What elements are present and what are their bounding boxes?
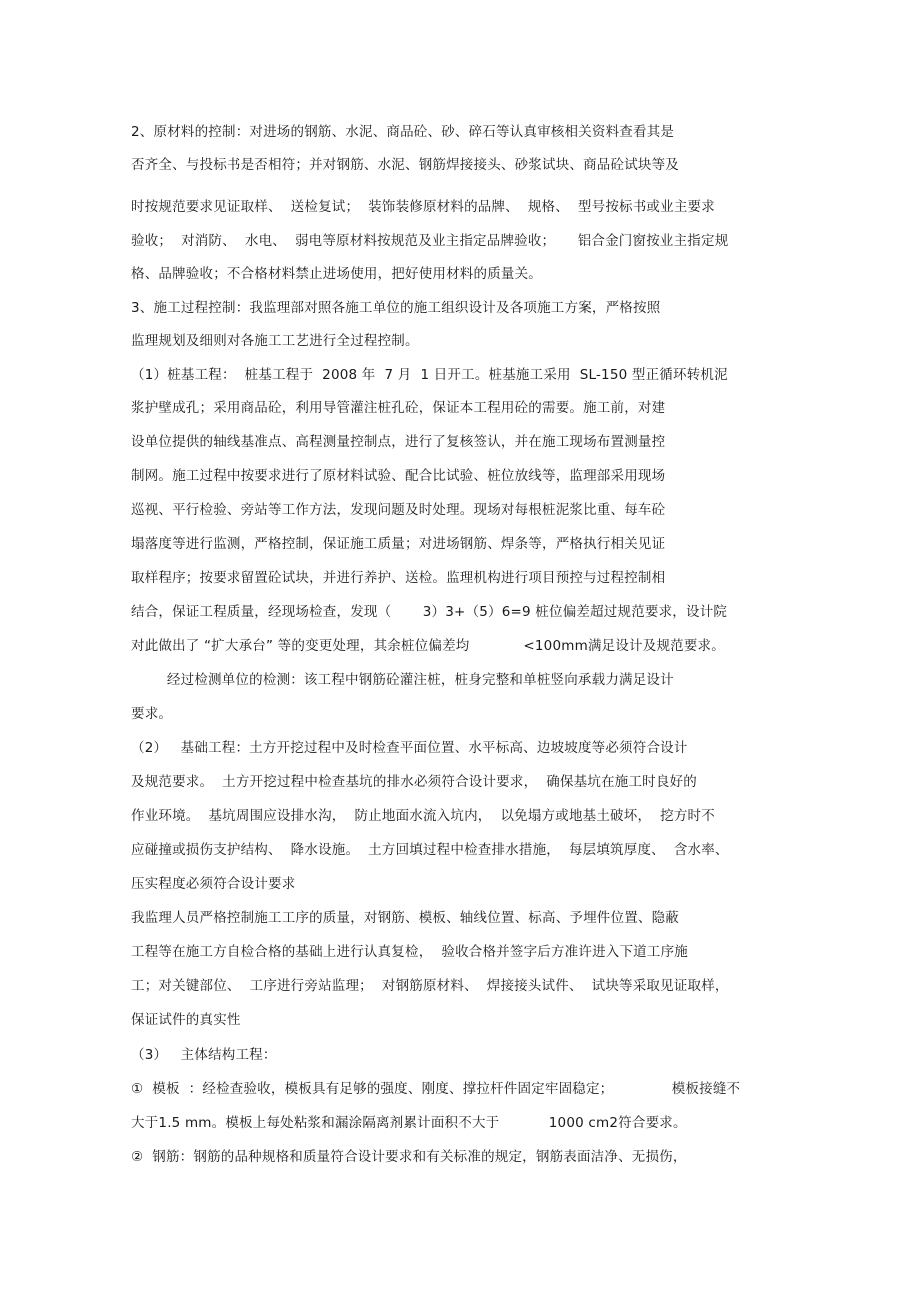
text-line: 设单位提供的轴线基准点、高程测量控制点，进行了复核签认，并在施工现场布置测量控	[131, 434, 666, 450]
text-line: 我监理人员严格控制施工工序的质量，对钢筋、模板、轴线位置、标高、予埋件位置、隐蔽	[131, 910, 679, 926]
text-line: 保证试件的真实性	[131, 1012, 241, 1028]
text-line: 3、施工过程控制：我监理部对照各施工单位的施工组织设计及各项施工方案，严格按照	[131, 300, 661, 316]
text-line: 塌落度等进行监测，严格控制，保证施工质量；对进场钢筋、焊条等，严格执行相关见证	[131, 536, 666, 552]
text-line: 时按规范要求见证取样、 送检复试； 装饰装修原材料的品牌、 规格、 型号按标书或业主要求	[131, 199, 715, 215]
text-line: 工程等在施工方自检合格的基础上进行认真复检， 验收合格并签字后方准许进入下道工序施	[131, 944, 688, 960]
text-line: （1）桩基工程： 桩基工程于 2008 年 7 月 1 日开工。桩基施工采用 SL-150 型正循环转机泥	[131, 367, 728, 383]
text-line: 对此做出了 “扩大承台” 等的变更处理，其余桩位偏差均 <100mm满足设计及规范要求。	[131, 638, 725, 654]
text-line: 监理规划及细则对各施工工艺进行全过程控制。	[131, 333, 419, 349]
text-line: 格、品牌验收；不合格材料禁止进场使用，把好使用材料的质量关。	[131, 266, 542, 282]
text-line: 验收； 对消防、 水电、 弱电等原材料按规范及业主指定品牌验收； 铝合金门窗按业主指定规	[131, 233, 729, 249]
text-line: 巡视、平行检验、旁站等工作方法，发现问题及时处理。现场对每根桩泥浆比重、每车砼	[131, 502, 666, 518]
text-line: 取样程序；按要求留置砼试块，并进行养护、送检。监理机构进行项目预控与过程控制相	[131, 570, 666, 586]
text-line: 浆护壁成孔；采用商品砼，利用导管灌注桩孔砼，保证本工程用砼的需要。施工前，对建	[131, 400, 666, 416]
text-line: 应碰撞或损伤支护结构、 降水设施。 土方回填过程中检查排水措施， 每层填筑厚度、 含水率、	[131, 842, 729, 858]
text-line: 压实程度必须符合设计要求	[131, 876, 296, 892]
text-line: 2、原材料的控制：对进场的钢筋、水泥、商品砼、砂、碎石等认真审核相关资料查看其是	[131, 124, 675, 140]
text-line: 要求。	[131, 706, 173, 722]
text-line: ② 钢筋：钢筋的品种规格和质量符合设计要求和有关标准的规定，钢筋表面洁净、无损伤，	[131, 1149, 687, 1165]
text-line: （3） 主体结构工程：	[131, 1047, 277, 1063]
text-line: 制网。施工过程中按要求进行了原材料试验、配合比试验、桩位放线等，监理部采用现场	[131, 468, 666, 484]
text-line: 经过检测单位的检测：该工程中钢筋砼灌注桩，桩身完整和单桩竖向承载力满足设计	[131, 672, 674, 688]
text-line: 大于1.5 mm。模板上每处粘浆和漏涂隔离剂累计面积不大于 1000 cm2符合要求。	[131, 1115, 687, 1131]
text-line: （2） 基础工程：土方开挖过程中及时检查平面位置、水平标高、边坡坡度等必须符合设计	[131, 740, 688, 756]
text-line: 及规范要求。 土方开挖过程中检查基坑的排水必须符合设计要求， 确保基坑在施工时良好的	[131, 774, 697, 790]
text-line: ① 模板 ：经检查验收，模板具有足够的强度、刚度、撑拉杆件固定牢固稳定； 模板接缝不	[131, 1081, 741, 1097]
text-line: 作业环境。 基坑周围应设排水沟， 防止地面水流入坑内， 以免塌方或地基土破坏， 挖方时不	[131, 808, 715, 824]
text-line: 工；对关键部位、 工序进行旁站监理； 对钢筋原材料、 焊接接头试件、 试块等采取见证取样，	[131, 978, 729, 994]
text-line: 否齐全、与投标书是否相符；并对钢筋、水泥、钢筋焊接接头、砂浆试块、商品砼试块等及	[131, 157, 679, 173]
text-line: 结合，保证工程质量，经现场检查，发现（ 3）3+（5）6=9 桩位偏差超过规范要求，设计院	[131, 604, 728, 620]
